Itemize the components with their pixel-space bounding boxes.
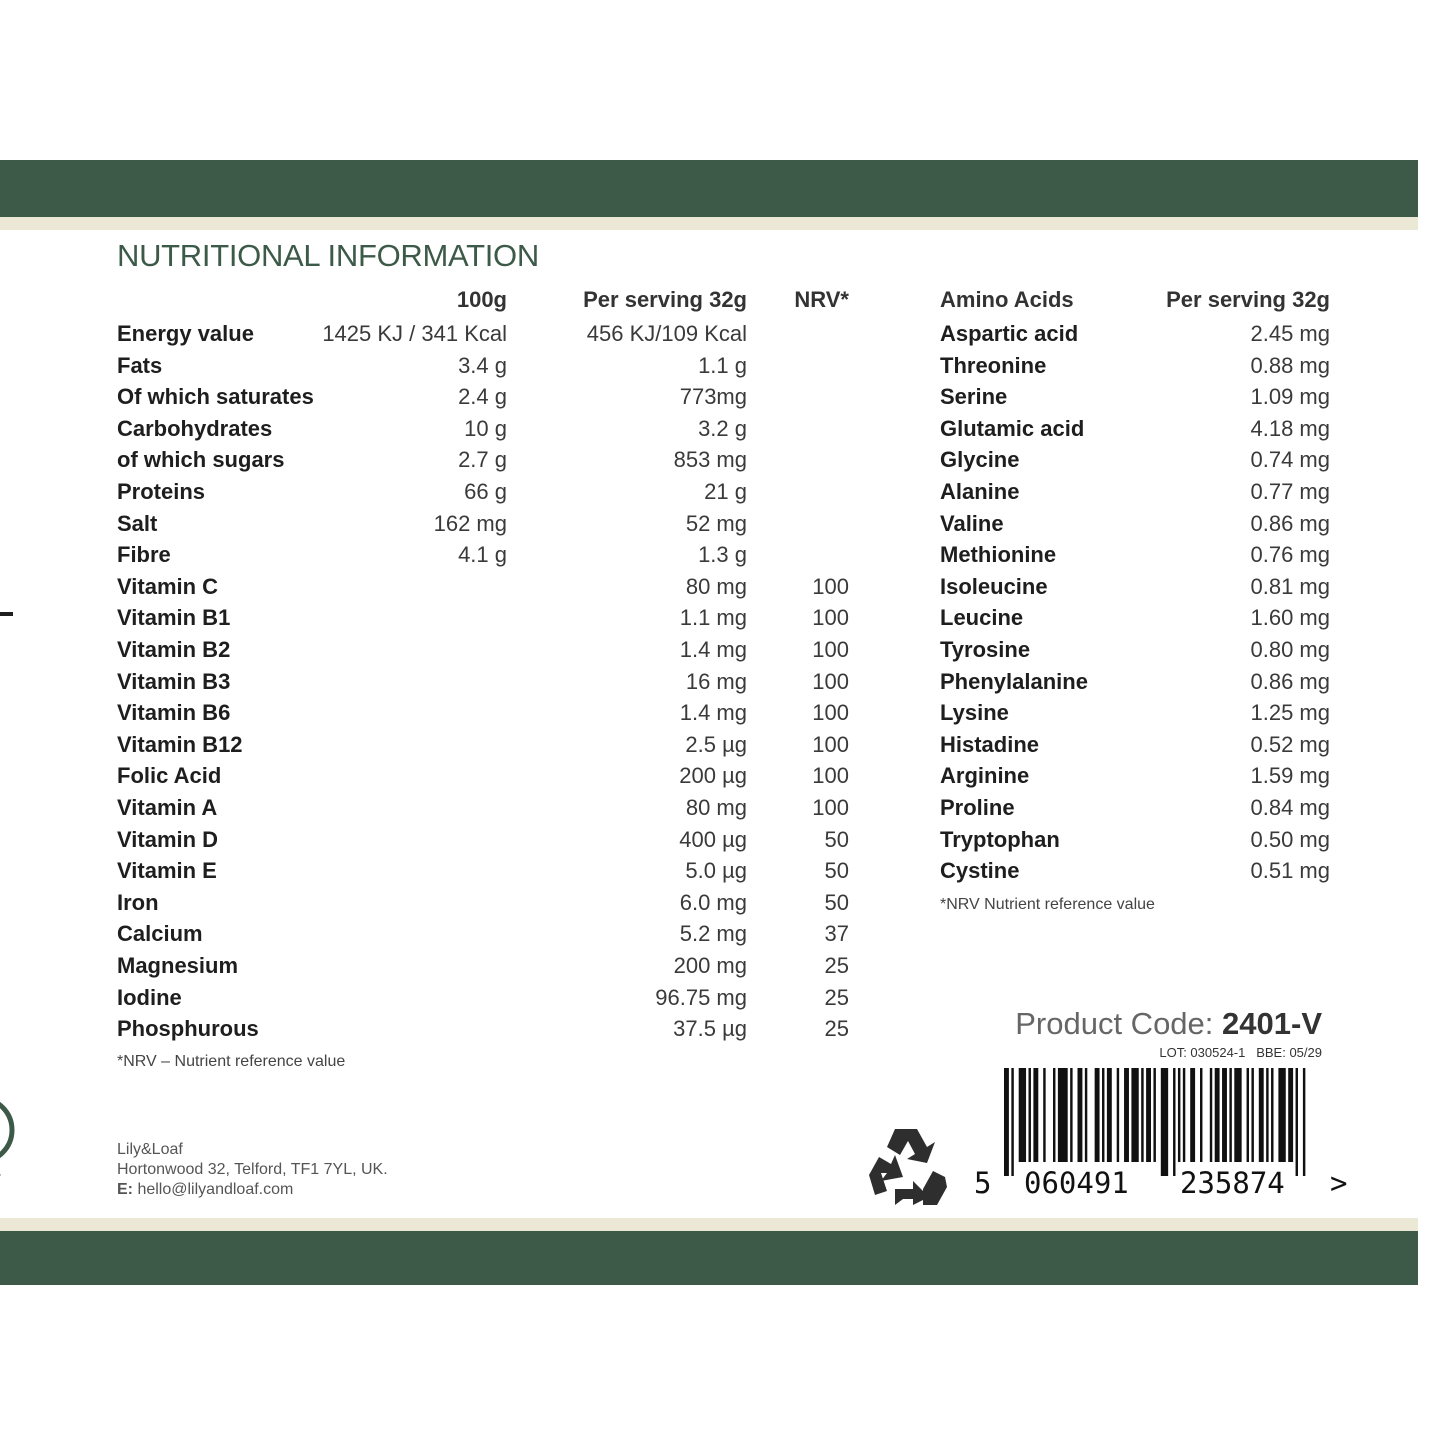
barcode-quiet-mark: >: [1330, 1166, 1348, 1200]
amino-acid-label: Serine: [940, 384, 1008, 410]
nutrient-label: Of which saturates: [117, 384, 314, 410]
amino-acid-value: 2.45 mg: [1250, 321, 1330, 346]
barcode-bar: [1141, 1068, 1143, 1162]
amino-acid-value: 0.52 mg: [1250, 731, 1330, 757]
nutrient-per-serving: 52 mg: [685, 510, 747, 536]
page-title: NUTRITIONAL INFORMATION: [117, 238, 539, 273]
amino-acid-label: Glycine: [940, 447, 1020, 473]
amino-acid-label: Methionine: [940, 542, 1057, 568]
nutrient-per-100g: 2.7 g: [458, 447, 507, 473]
amino-acid-label: Aspartic acid: [940, 321, 1079, 346]
barcode-bar: [1296, 1068, 1298, 1176]
barcode-bar: [1033, 1068, 1038, 1162]
nutrient-label: of which sugars: [117, 447, 285, 473]
nutrient-per-serving: 1.4 mg: [679, 637, 747, 662]
nutrient-nrv: 100: [812, 795, 849, 820]
nutrient-per-100g: 1425 KJ / 341 Kcal: [322, 321, 507, 346]
product-code-value: 2401-V: [1222, 1006, 1322, 1041]
barcode-bar: [1043, 1068, 1045, 1162]
bottom-green-band: [0, 1231, 1418, 1285]
nrv-note: *NRV – Nutrient reference value: [117, 1053, 346, 1070]
nutrient-label: Vitamin C: [117, 573, 219, 599]
nutrient-per-100g: 162 mg: [433, 510, 507, 536]
amino-acid-value: 0.80 mg: [1250, 637, 1330, 662]
amino-acid-label: Isoleucine: [940, 573, 1048, 599]
company-email-line: [117, 1180, 388, 1200]
nutrient-label: Vitamin B2: [117, 637, 231, 662]
nutrient-per-serving: 853 mg: [673, 447, 747, 473]
barcode-bar: [1229, 1068, 1231, 1162]
barcode-bar: [1004, 1068, 1009, 1176]
nutrient-nrv: 37: [824, 921, 849, 947]
nutrient-per-serving: 200 mg: [673, 953, 747, 978]
header-nrv: NRV*: [794, 287, 849, 312]
nutrient-label: Vitamin E: [117, 858, 217, 884]
barcode-bar: [1161, 1068, 1168, 1176]
company-address: Hortonwood 32, Telford, TF1 7YL, UK.: [117, 1161, 388, 1178]
nutrient-label: Folic Acid: [117, 763, 222, 789]
amino-acid-label: Histadine: [940, 731, 1040, 757]
nutrient-label: Fibre: [117, 542, 171, 568]
amino-acid-label: Valine: [940, 510, 1004, 536]
nutrient-per-serving: 1.3 g: [698, 542, 747, 568]
top-cream-stripe: [0, 217, 1418, 230]
header-per-serving: Per serving 32g: [583, 287, 747, 312]
nutrient-label: Vitamin D: [117, 826, 219, 852]
nutrient-per-100g: 10 g: [464, 415, 507, 441]
barcode-first-digit: 5: [974, 1166, 992, 1200]
nutrient-per-serving: 16 mg: [685, 668, 747, 694]
lot-bbe-line: [1159, 1045, 1322, 1060]
nutrient-per-serving: 96.75 mg: [655, 984, 747, 1010]
nutrient-per-100g: 66 g: [464, 479, 507, 504]
nutrient-label: Iron: [117, 889, 159, 915]
amino-acid-value: 0.76 mg: [1250, 542, 1330, 568]
barcode-graphic: [970, 1066, 1330, 1176]
amino-acid-label: Leucine: [940, 605, 1024, 631]
cropped-badge-icon: [0, 1098, 20, 1178]
amino-header-label: Amino Acids: [940, 287, 1074, 312]
barcode-bar: [1266, 1068, 1268, 1162]
barcode-bar: [1288, 1068, 1293, 1162]
nutrient-per-serving: 773mg: [679, 384, 747, 410]
company-name: Lily&Loaf: [117, 1141, 183, 1158]
amino-acid-value: 0.74 mg: [1250, 447, 1330, 473]
nutrient-nrv: 100: [812, 573, 849, 599]
nutrient-per-serving: 1.1 g: [698, 352, 747, 378]
amino-acid-value: 0.86 mg: [1250, 510, 1330, 536]
nutrient-nrv: 100: [812, 731, 849, 757]
barcode-bar: [1095, 1068, 1100, 1162]
amino-acid-value: 4.18 mg: [1250, 415, 1330, 441]
nutrient-per-serving: 37.5 µg: [673, 1016, 747, 1042]
company-info: [117, 1140, 388, 1200]
nutrient-label: Calcium: [117, 921, 203, 947]
nutrient-per-serving: 80 mg: [685, 795, 747, 820]
amino-acid-value: 0.86 mg: [1250, 668, 1330, 694]
amino-acid-value: 1.60 mg: [1250, 605, 1330, 631]
bbe-date: BBE: 05/29: [1256, 1045, 1322, 1060]
barcode-bar: [1234, 1068, 1241, 1162]
amino-acid-value: 1.09 mg: [1250, 384, 1330, 410]
nutrient-nrv: 100: [812, 637, 849, 662]
bottom-cream-stripe: [0, 1218, 1418, 1231]
barcode-bar: [1107, 1068, 1112, 1162]
barcode-bar: [1117, 1068, 1119, 1162]
amino-acid-value: 1.59 mg: [1250, 763, 1330, 789]
barcode-bar: [1058, 1068, 1068, 1162]
amino-acid-label: Cystine: [940, 858, 1020, 884]
nutrient-nrv: 25: [824, 953, 849, 978]
barcode-bar: [1183, 1068, 1185, 1162]
nutrient-nrv: 25: [824, 1016, 849, 1042]
barcode-bar: [1011, 1068, 1013, 1176]
nutrient-label: Fats: [117, 352, 163, 378]
cropped-letter-fragment: [0, 550, 20, 620]
barcode-bar: [1085, 1068, 1087, 1162]
amino-nrv-note: *NRV Nutrient reference value: [940, 896, 1155, 913]
nutrient-per-100g: 3.4 g: [458, 352, 507, 378]
nutrient-label: Phosphurous: [117, 1016, 259, 1042]
barcode-bar: [1078, 1068, 1083, 1162]
amino-header-serving: Per serving 32g: [1166, 287, 1330, 312]
barcode-bar: [1053, 1068, 1055, 1162]
amino-acid-value: 0.51 mg: [1250, 858, 1330, 884]
company-email: hello@lilyandloaf.com: [137, 1181, 294, 1198]
nutrient-per-serving: 1.4 mg: [679, 700, 747, 726]
nutrient-label: Vitamin B1: [117, 605, 231, 631]
nutrient-label: Vitamin B3: [117, 668, 231, 694]
amino-acid-label: Proline: [940, 795, 1015, 820]
amino-acid-label: Lysine: [940, 700, 1009, 726]
barcode-bar: [1222, 1068, 1227, 1162]
product-code: [1015, 1006, 1322, 1042]
nutrient-label: Vitamin B6: [117, 700, 231, 726]
amino-acid-label: Threonine: [940, 352, 1047, 378]
nutrient-label: Proteins: [117, 479, 206, 504]
nutrient-per-serving: 2.5 µg: [685, 731, 747, 757]
email-label: E:: [117, 1181, 133, 1198]
nutrient-per-serving: 5.2 mg: [679, 921, 747, 947]
barcode-bar: [1070, 1068, 1072, 1162]
nutrient-per-serving: 1.1 mg: [679, 605, 747, 631]
amino-acid-label: Arginine: [940, 763, 1030, 789]
nutrient-nrv: 50: [824, 826, 849, 852]
barcode-bar: [1303, 1068, 1305, 1176]
barcode-bar: [1200, 1068, 1202, 1162]
nutrient-per-serving: 6.0 mg: [679, 889, 747, 915]
nutrient-per-serving: 456 KJ/109 Kcal: [586, 321, 747, 346]
barcode-bar: [1019, 1068, 1026, 1162]
nutrient-nrv: 50: [824, 858, 849, 884]
nutrient-nrv: 25: [824, 984, 849, 1010]
nutrient-label: Vitamin B12: [117, 731, 243, 757]
nutrient-nrv: 100: [812, 668, 849, 694]
barcode-bar: [1271, 1068, 1273, 1162]
barcode-right-digits: 235874: [1180, 1166, 1285, 1200]
header-100g: 100g: [456, 287, 507, 312]
barcode-bar: [1131, 1068, 1138, 1162]
amino-acid-value: 0.50 mg: [1250, 826, 1330, 852]
top-green-band: [0, 160, 1418, 217]
nutrient-label: Vitamin A: [117, 795, 218, 820]
nutrient-per-100g: 4.1 g: [458, 542, 507, 568]
nutrient-per-serving: 400 µg: [679, 826, 747, 852]
amino-acid-value: 0.84 mg: [1250, 795, 1330, 820]
barcode-bar: [1278, 1068, 1285, 1162]
barcode-bar: [1190, 1068, 1195, 1162]
barcode-bar: [1210, 1068, 1212, 1162]
barcode-bar: [1215, 1068, 1220, 1162]
nutrient-label: Iodine: [117, 984, 182, 1010]
nutrient-nrv: 100: [812, 700, 849, 726]
lot-number: LOT: 030524-1: [1159, 1045, 1246, 1060]
amino-acid-label: Phenylalanine: [940, 668, 1088, 694]
nutrient-per-serving: 80 mg: [685, 573, 747, 599]
barcode-bar: [1178, 1068, 1180, 1162]
nutrient-label: Energy value: [117, 321, 254, 346]
amino-acid-label: Glutamic acid: [940, 415, 1085, 441]
barcode-bar: [1153, 1068, 1155, 1162]
nutrient-per-serving: 5.0 µg: [685, 858, 747, 884]
barcode-bar: [1102, 1068, 1104, 1162]
amino-acid-value: 0.81 mg: [1250, 573, 1330, 599]
nutrient-label: Magnesium: [117, 953, 239, 978]
amino-acid-label: Tyrosine: [940, 637, 1031, 662]
nutrient-per-serving: 3.2 g: [698, 415, 747, 441]
barcode-bar: [1124, 1068, 1129, 1162]
amino-acid-value: 1.25 mg: [1250, 700, 1330, 726]
product-code-label: Product Code:: [1015, 1006, 1214, 1041]
nutrient-per-serving: 200 µg: [679, 763, 747, 789]
amino-acid-label: Alanine: [940, 479, 1020, 504]
amino-acid-value: 0.77 mg: [1250, 479, 1330, 504]
nutrient-label: Carbohydrates: [117, 415, 273, 441]
barcode-left-digits: 060491: [1024, 1166, 1129, 1200]
amino-acid-label: Tryptophan: [940, 826, 1060, 852]
barcode-bar: [1247, 1068, 1249, 1162]
barcode-bar: [1251, 1068, 1253, 1162]
recycle-icon: [865, 1125, 951, 1207]
nutrient-nrv: 100: [812, 763, 849, 789]
barcode-bar: [1259, 1068, 1264, 1162]
nutrient-per-100g: 2.4 g: [458, 384, 507, 410]
barcode-bar: [1029, 1068, 1031, 1162]
nutrient-label: Salt: [117, 510, 158, 536]
nutrient-nrv: 50: [824, 889, 849, 915]
barcode-bar: [1173, 1068, 1175, 1176]
nutrient-per-serving: 21 g: [704, 479, 747, 504]
amino-acid-value: 0.88 mg: [1250, 352, 1330, 378]
barcode-bar: [1146, 1068, 1151, 1162]
nutrient-nrv: 100: [812, 605, 849, 631]
